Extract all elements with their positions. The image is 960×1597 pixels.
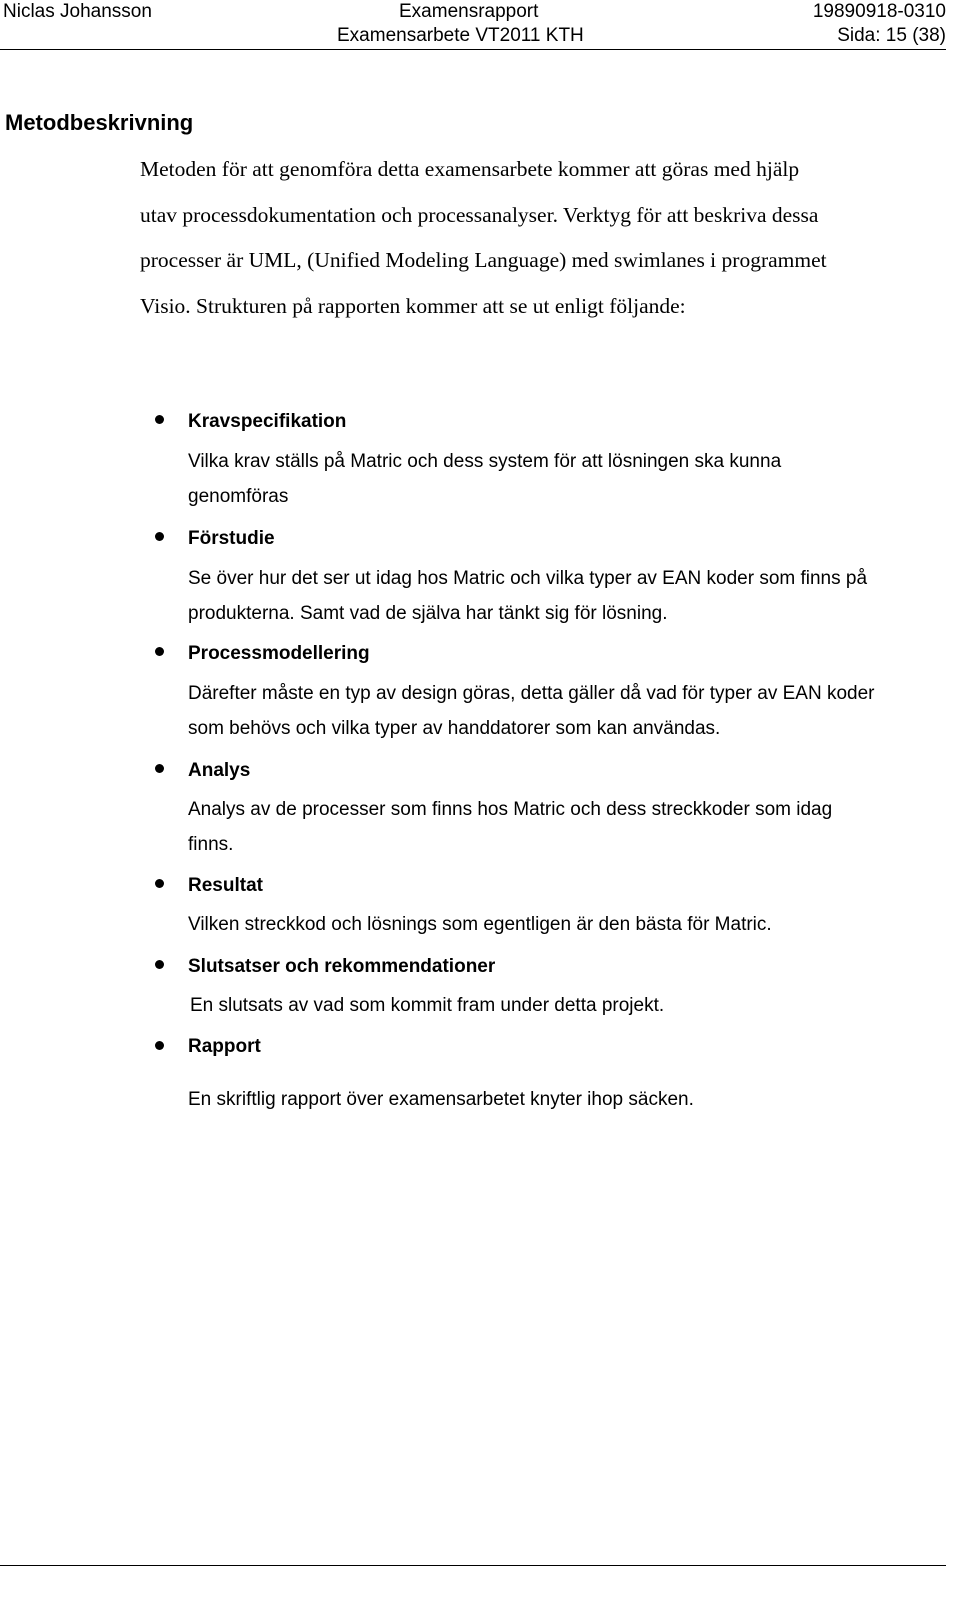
item-description <box>188 792 832 862</box>
intro-line: utav processdokumentation och processanalyser. Verktyg för att beskriva dessa <box>140 202 819 227</box>
header-subtitle: Examensarbete VT2011 KTH <box>337 25 584 46</box>
item-description-line: Se över hur det ser ut idag hos Matric och vilka typer av EAN koder som finns på <box>188 568 868 589</box>
item-title: Resultat <box>188 875 263 896</box>
item-description <box>188 1082 694 1117</box>
bullet-icon <box>155 879 164 888</box>
item-description-line: Därefter måste en typ av design göras, detta gäller då vad för typer av EAN koder <box>188 683 875 704</box>
item-title: Slutsatser och rekommendationer <box>188 956 496 977</box>
header-page-number: Sida: 15 (38) <box>837 25 946 46</box>
item-description <box>188 676 874 746</box>
intro-line: Metoden för att genomföra detta examensarbete kommer att göras med hjälp <box>140 157 800 181</box>
intro-line: processer är UML, (Unified Modeling Language) med swimlanes i programmet <box>140 248 827 272</box>
section-heading: Metodbeskrivning <box>5 110 194 135</box>
item-description <box>188 444 781 514</box>
item-title: Kravspecifikation <box>188 411 347 432</box>
item-description-line: Vilka krav ställs på Matric och dess system för att lösningen ska kunna <box>188 451 782 472</box>
intro-line: Visio. Strukturen på rapporten kommer att se ut enligt följande: <box>140 293 686 318</box>
item-description-line: En slutsats av vad som kommit fram under detta projekt. <box>190 995 665 1016</box>
item-title: Förstudie <box>188 528 275 549</box>
page-header <box>0 0 960 50</box>
header-title: Examensrapport <box>399 1 539 22</box>
item-description <box>188 907 772 942</box>
bullet-icon <box>155 532 164 541</box>
item-title: Processmodellering <box>188 643 370 664</box>
header-id-number: 19890918-0310 <box>812 1 946 22</box>
item-description-line: Analys av de processer som finns hos Matric och dess streckkoder som idag <box>188 799 833 820</box>
item-description-line: En skriftlig rapport över examensarbetet knyter ihop säcken. <box>188 1089 694 1110</box>
item-title: Analys <box>188 760 251 781</box>
item-title: Rapport <box>188 1036 261 1057</box>
footer-divider <box>0 1565 946 1566</box>
item-description-line: finns. <box>188 834 234 855</box>
item-description-line: genomföras <box>188 486 289 507</box>
item-description <box>190 988 664 1023</box>
item-description-line: produkterna. Samt vad de själva har tänkt sig för lösning. <box>188 603 668 624</box>
bullet-icon <box>155 647 164 656</box>
header-divider <box>0 49 946 50</box>
bullet-icon <box>155 415 164 424</box>
item-description-line: Vilken streckkod och lösnings som egentligen är den bästa för Matric. <box>188 914 772 935</box>
bullet-icon <box>155 960 164 969</box>
bullet-icon <box>155 1041 164 1050</box>
header-author: Niclas Johansson <box>3 1 152 22</box>
bullet-icon <box>155 764 164 773</box>
intro-paragraph <box>140 147 945 329</box>
item-description-line: som behövs och vilka typer av handdatorer som kan användas. <box>188 718 721 739</box>
item-description <box>188 561 867 631</box>
